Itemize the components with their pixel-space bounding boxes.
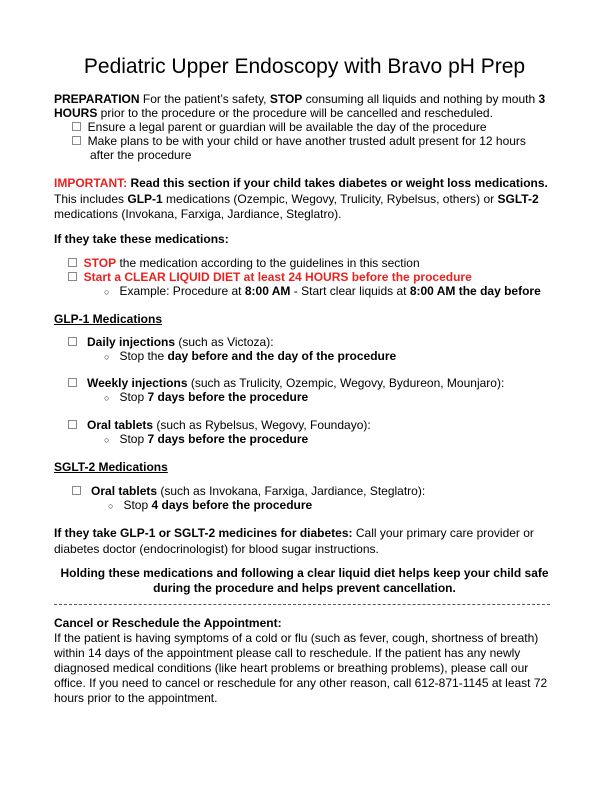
cancel-line-2: within 14 days of the appointment please call to reschedule. If the patient has any newly <box>54 646 521 660</box>
prep-stop: STOP <box>269 92 303 106</box>
diabetes-bold: If they take GLP-1 or SGLT-2 medicines for diabetes: <box>54 526 353 540</box>
cancel-line-5: hours prior to the appointment. <box>54 691 218 705</box>
prep-three: 3 <box>538 92 546 106</box>
glp1-weekly <box>68 376 504 391</box>
if-take-item-1-text: the medication according to the guidelines in this section <box>116 256 420 270</box>
if-take-item-2 <box>68 270 472 285</box>
checkbox-icon <box>68 337 77 346</box>
sglt2-stop <box>108 498 312 514</box>
important-heading: Read this section if your child takes diabetes or weight loss medications. <box>127 176 548 190</box>
example-text-a: Example: Procedure at <box>119 284 245 298</box>
circle-bullet-icon: ○ <box>104 352 110 362</box>
checkbox-icon <box>72 486 81 495</box>
glp1-oral-stop-b: 7 days before the procedure <box>147 432 309 446</box>
important-text-b: medications (Ozempic, Wegovy, Trulicity, Rybelsus, others) or <box>162 192 498 206</box>
checkbox-icon <box>68 378 77 387</box>
sglt2-stop-b: 4 days before the procedure <box>151 498 313 512</box>
glp1-oral-text: (such as Rybelsus, Wegovy, Foundayo): <box>153 418 371 432</box>
cancel-line-4: office. If you need to cancel or reschedule for any other reason, call 612-871-1145 at least 72 <box>54 676 548 690</box>
important-label: IMPORTANT: <box>54 176 128 190</box>
glp1-oral <box>68 418 371 433</box>
page-title: Pediatric Upper Endoscopy with Bravo pH Prep <box>83 55 526 78</box>
checkbox-icon <box>72 136 81 145</box>
sglt2-stop-a: Stop <box>123 498 152 512</box>
glp1-weekly-stop-b: 7 days before the procedure <box>147 390 309 404</box>
glp1-daily-stop-b: day before and the day of the procedure <box>167 349 397 363</box>
prep-item-2 <box>72 134 526 149</box>
checkbox-icon <box>68 258 77 267</box>
diabetes-line-2: diabetes doctor (endocrinologist) for blood sugar instructions. <box>54 542 379 556</box>
glp1-weekly-stop-a: Stop <box>119 390 148 404</box>
important-line-1 <box>54 176 548 191</box>
prep-item-2-text: Make plans to be with your child or have another trusted adult present for 12 hours <box>87 134 526 148</box>
prep-item-2-cont: after the procedure <box>90 148 192 162</box>
sglt2-oral-text: (such as Invokana, Farxiga, Jardiance, Steglatro): <box>157 484 426 498</box>
prep-line-2 <box>54 106 493 121</box>
glp1-oral-stop <box>104 432 308 448</box>
holding-line-1: Holding these medications and following a clear liquid diet helps keep your child safe <box>60 566 549 580</box>
example-time-a: 8:00 AM <box>244 284 291 298</box>
glp1-heading: GLP-1 Medications <box>54 312 163 326</box>
circle-bullet-icon: ○ <box>108 501 114 511</box>
prep-text-3: prior to the procedure or the procedure will be cancelled and rescheduled. <box>97 106 493 120</box>
prep-item-1 <box>72 120 487 135</box>
glp1-daily-stop-a: Stop the <box>119 349 168 363</box>
glp1-weekly-text: (such as Trulicity, Ozempic, Wegovy, Bydureon, Mounjaro): <box>187 376 505 390</box>
important-line-3: medications (Invokana, Farxiga, Jardiance, Steglatro). <box>54 207 342 221</box>
diabetes-line-1 <box>54 526 534 541</box>
cancel-line-3: diagnosed medical conditions (like heart problems or breathing problems), please call our <box>54 661 529 675</box>
important-line-2 <box>54 192 539 207</box>
prep-item-1-text: Ensure a legal parent or guardian will be available the day of the procedure <box>87 120 487 134</box>
example-text-b: - Start clear liquids at <box>290 284 410 298</box>
checkbox-icon <box>68 272 77 281</box>
sglt2-heading: SGLT-2 Medications <box>54 460 168 474</box>
sglt2-oral-label: Oral tablets <box>91 484 158 498</box>
glp1-daily-stop <box>104 349 396 365</box>
prep-lead: PREPARATION <box>54 92 140 106</box>
cancel-line-1: If the patient is having symptoms of a cold or flu (such as fever, cough, shortness of breath) <box>54 631 539 645</box>
prep-text-1: For the patient’s safety, <box>139 92 270 106</box>
holding-line-2: during the procedure and helps prevent cancellation. <box>153 581 456 595</box>
important-glp1: GLP-1 <box>127 192 163 206</box>
circle-bullet-icon: ○ <box>104 287 110 297</box>
glp1-daily-text: (such as Victoza): <box>175 335 274 349</box>
glp1-oral-stop-a: Stop <box>119 432 148 446</box>
checkbox-icon <box>68 420 77 429</box>
if-take-item-1 <box>68 256 420 271</box>
sglt2-oral <box>72 484 425 499</box>
if-take-heading: If they take these medications: <box>54 232 229 246</box>
if-take-stop: STOP <box>83 256 117 270</box>
prep-text-2: consuming all liquids and nothing by mouth <box>302 92 539 106</box>
important-text-a: This includes <box>54 192 128 206</box>
diabetes-rest: Call your primary care provider or <box>352 526 534 540</box>
circle-bullet-icon: ○ <box>104 393 110 403</box>
example-line <box>104 284 541 300</box>
prep-hours: HOURS <box>54 106 98 120</box>
circle-bullet-icon: ○ <box>104 435 110 445</box>
important-sglt2: SGLT-2 <box>497 192 539 206</box>
glp1-daily-label: Daily injections <box>87 335 176 349</box>
glp1-daily <box>68 335 274 350</box>
glp1-oral-label: Oral tablets <box>87 418 154 432</box>
cancel-heading: Cancel or Reschedule the Appointment: <box>54 616 282 630</box>
dashed-divider <box>54 604 550 605</box>
checkbox-icon <box>72 122 81 131</box>
glp1-weekly-stop <box>104 390 308 406</box>
glp1-weekly-label: Weekly injections <box>87 376 188 390</box>
prep-line-1 <box>54 92 545 107</box>
example-time-b: 8:00 AM the day before <box>409 284 541 298</box>
if-take-item-2-text: Start a CLEAR LIQUID DIET at least 24 HOURS before the procedure <box>83 270 472 284</box>
